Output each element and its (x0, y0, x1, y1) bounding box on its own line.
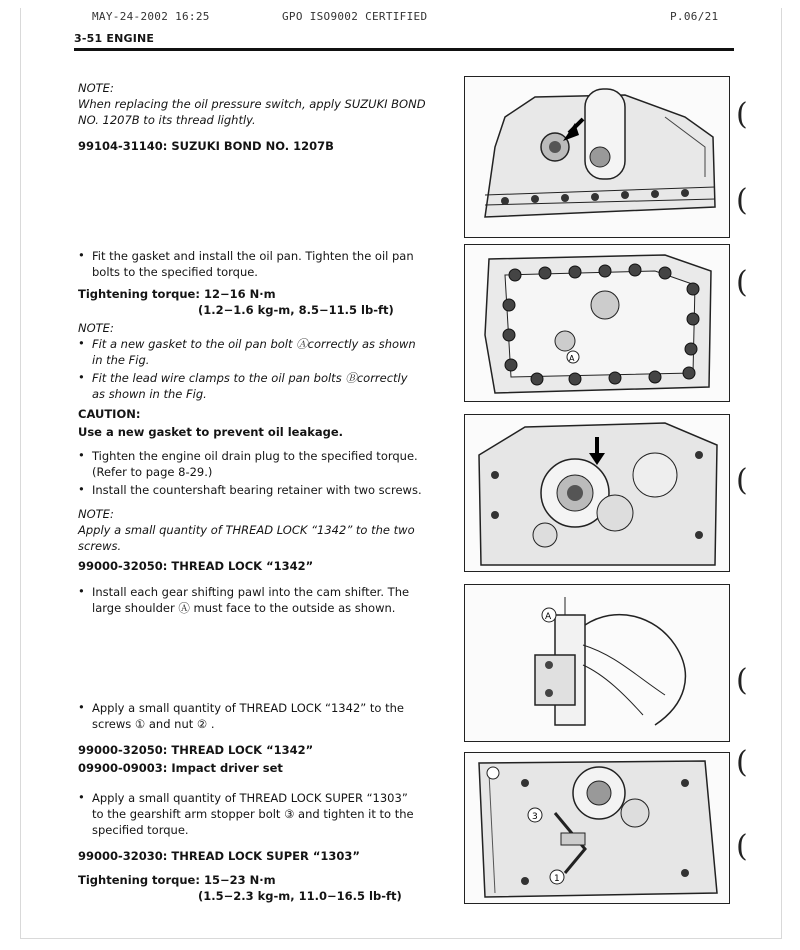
fax-page-number: P.06/21 (670, 10, 719, 23)
binder-punch-mark: ( (736, 663, 748, 698)
bullet3-line1: Install the countershaft bearing retainer with two screws. (92, 483, 422, 497)
note1-line1: When replacing the oil pressure switch, apply SUZUKI BOND (78, 97, 426, 111)
bullet: • (78, 790, 85, 804)
note1-label: NOTE: (78, 81, 114, 95)
figure-countershaft-retainer (464, 414, 730, 572)
binder-punch-mark: ( (736, 829, 748, 864)
bullet5-line1: Apply a small quantity of THREAD LOCK “1342” to the (92, 701, 404, 715)
torque1-line2: (1.2−1.6 kg-m, 8.5−11.5 lb-ft) (198, 303, 394, 317)
section-rule (74, 48, 734, 51)
part-number-impact-driver: 09900-09003: Impact driver set (78, 761, 283, 775)
note2-a-line2: in the Fig. (92, 353, 150, 367)
callout-a: A (545, 612, 552, 622)
bullet6-line2: to the gearshift arm stopper bolt ③ and tighten it to the (92, 807, 414, 821)
callout-a: A (569, 354, 575, 363)
fax-datetime: MAY-24-2002 16:25 (92, 10, 210, 23)
note3-label: NOTE: (78, 507, 114, 521)
binder-punch-mark: ( (736, 463, 748, 498)
callout-1: 1 (554, 874, 560, 884)
bullet2-line2: (Refer to page 8-29.) (92, 465, 213, 479)
bullet2-line1: Tighten the engine oil drain plug to the specified torque. (92, 449, 418, 463)
figure-gear-shifting-pawl (464, 584, 730, 742)
caution-label: CAUTION: (78, 407, 141, 421)
binder-punch-mark: ( (736, 745, 748, 780)
part-number-threadlock-super: 99000-32030: THREAD LOCK SUPER “1303” (78, 849, 360, 863)
bullet: • (78, 700, 85, 714)
figure-oil-pressure-switch (464, 76, 730, 238)
note3-line1: Apply a small quantity of THREAD LOCK “1342” to the two (78, 523, 415, 537)
part-number-bond: 99104-31140: SUZUKI BOND NO. 1207B (78, 139, 334, 153)
section-title: 3-51 ENGINE (74, 32, 155, 45)
note2-b-line1: Fit the lead wire clamps to the oil pan bolts Ⓑcorrectly (92, 371, 408, 385)
binder-punch-mark: ( (736, 97, 748, 132)
torque2-line1: Tightening torque: 15−23 N·m (78, 873, 276, 887)
note2-label: NOTE: (78, 321, 114, 335)
callout-3: 3 (532, 812, 538, 822)
bullet1-line1: Fit the gasket and install the oil pan. Tighten the oil pan (92, 249, 414, 263)
note2-a-line1: Fit a new gasket to the oil pan bolt Ⓐcorrectly as shown (92, 337, 416, 351)
caution-text: Use a new gasket to prevent oil leakage. (78, 425, 344, 439)
part-number-threadlock-1: 99000-32050: THREAD LOCK “1342” (78, 559, 314, 573)
note1-line2: NO. 1207B to its thread lightly. (78, 113, 256, 127)
bullet: • (78, 336, 85, 350)
figure-gearshift-arm (464, 752, 730, 904)
binder-punch-mark: ( (736, 265, 748, 300)
part-number-threadlock-2: 99000-32050: THREAD LOCK “1342” (78, 743, 314, 757)
bullet: • (78, 248, 85, 262)
binder-punch-mark: ( (736, 183, 748, 218)
torque1-line1: Tightening torque: 12−16 N·m (78, 287, 276, 301)
bullet4-line1: Install each gear shifting pawl into the cam shifter. The (92, 585, 410, 599)
bullet: • (78, 448, 85, 462)
fax-certification: GPO ISO9002 CERTIFIED (282, 10, 428, 23)
bullet4-line2: large shoulder Ⓐ must face to the outside as shown. (92, 601, 396, 615)
bullet: • (78, 584, 85, 598)
bullet: • (78, 370, 85, 384)
bullet6-line1: Apply a small quantity of THREAD LOCK SUPER “1303” (92, 791, 408, 805)
bullet: • (78, 482, 85, 496)
bullet6-line3: specified torque. (92, 823, 189, 837)
torque2-line2: (1.5−2.3 kg-m, 11.0−16.5 lb-ft) (198, 889, 402, 903)
bullet5-line2: screws ① and nut ② . (92, 717, 215, 731)
note3-line2: screws. (78, 539, 122, 553)
bullet1-line2: bolts to the specified torque. (92, 265, 258, 279)
figure-oil-pan-bolts (464, 244, 730, 402)
note2-b-line2: as shown in the Fig. (92, 387, 207, 401)
